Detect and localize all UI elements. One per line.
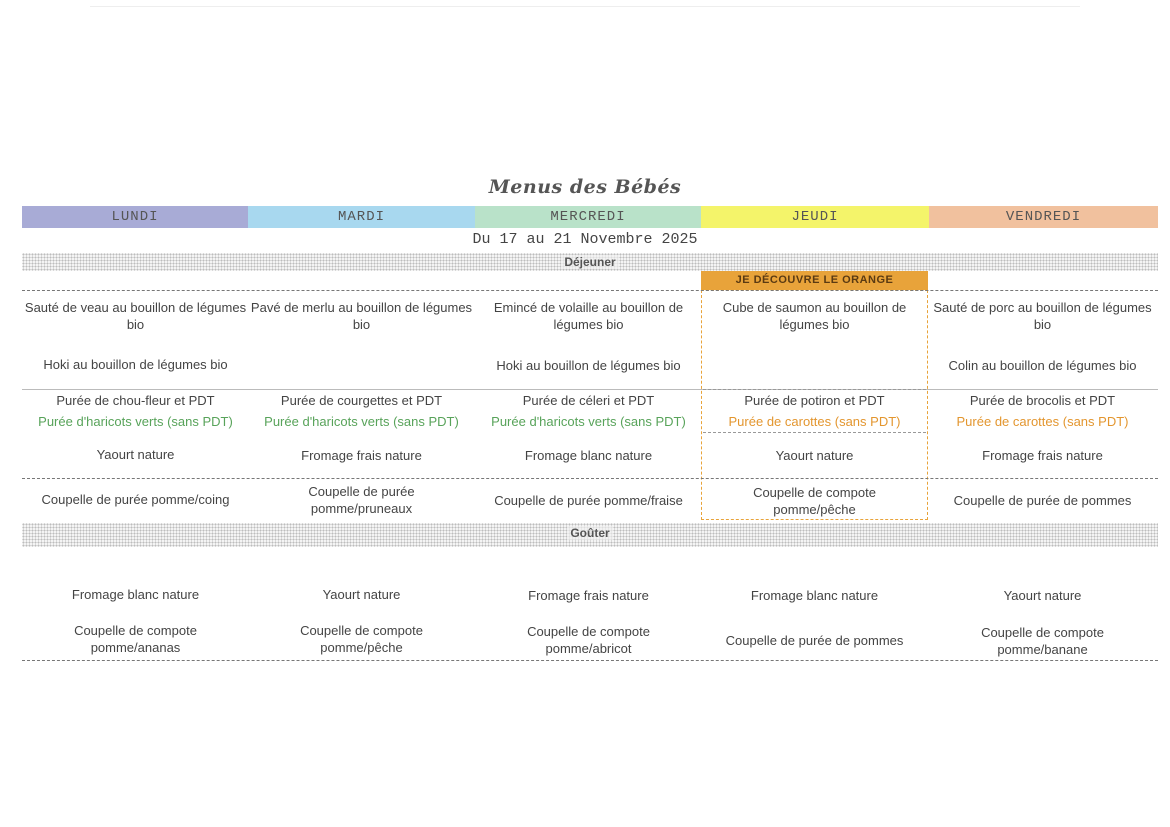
main-dish-lundi: Sauté de veau au bouillon de légumes bio bbox=[24, 300, 247, 332]
puree-alt-jeudi: Purée de carottes (sans PDT) bbox=[728, 414, 901, 429]
highlight-banner: JE DÉCOUVRE LE ORANGE bbox=[701, 271, 928, 290]
puree-alt-vendredi: Purée de carottes (sans PDT) bbox=[956, 414, 1129, 429]
main-dish-mardi: Pavé de merlu au bouillon de légumes bio bbox=[250, 300, 473, 332]
divider bbox=[703, 389, 926, 390]
section-label-gouter: Goûter bbox=[567, 526, 612, 540]
top-rule bbox=[90, 6, 1080, 7]
alt-dish-lundi: Hoki au bouillon de légumes bio bbox=[43, 357, 228, 372]
gouter-dessert-lundi: Coupelle de compote pomme/ananas bbox=[74, 623, 197, 655]
dairy-mercredi: Fromage blanc nature bbox=[524, 448, 653, 463]
gouter-dairy-mardi: Yaourt nature bbox=[322, 587, 401, 602]
gouter-dessert-vendredi: Coupelle de compote pomme/banane bbox=[981, 625, 1104, 657]
alt-dish-vendredi: Colin au bouillon de légumes bio bbox=[948, 358, 1137, 373]
puree-jeudi: Purée de potiron et PDT bbox=[744, 393, 885, 408]
day-header-lundi: LUNDI bbox=[22, 206, 248, 228]
dessert-mercredi: Coupelle de purée pomme/fraise bbox=[494, 493, 683, 508]
day-header-mardi: MARDI bbox=[248, 206, 475, 228]
puree-alt-mardi: Purée d'haricots verts (sans PDT) bbox=[264, 414, 459, 429]
main-dish-vendredi: Sauté de porc au bouillon de légumes bio bbox=[933, 300, 1152, 332]
puree-mardi: Purée de courgettes et PDT bbox=[280, 393, 443, 408]
main-dish-mercredi: Emincé de volaille au bouillon de légumes bio bbox=[493, 300, 684, 332]
section-label-dejeuner: Déjeuner bbox=[561, 255, 618, 269]
puree-alt-lundi: Purée d'haricots verts (sans PDT) bbox=[38, 414, 233, 429]
dessert-mardi: Coupelle de purée pomme/pruneaux bbox=[308, 484, 415, 516]
gouter-dessert-jeudi: Coupelle de purée de pommes bbox=[725, 633, 904, 648]
puree-lundi: Purée de chou-fleur et PDT bbox=[56, 393, 215, 408]
section-band-gouter bbox=[22, 523, 1158, 547]
divider bbox=[22, 660, 1158, 661]
divider bbox=[22, 290, 1158, 291]
puree-alt-mercredi: Purée d'haricots verts (sans PDT) bbox=[491, 414, 686, 429]
dessert-vendredi: Coupelle de purée de pommes bbox=[953, 493, 1132, 508]
section-band-dejeuner bbox=[22, 253, 1158, 271]
divider bbox=[22, 478, 1158, 479]
dairy-mardi: Fromage frais nature bbox=[301, 448, 422, 463]
gouter-dessert-mardi: Coupelle de compote pomme/pêche bbox=[300, 623, 423, 655]
puree-mercredi: Purée de céleri et PDT bbox=[522, 393, 655, 408]
gouter-dairy-lundi: Fromage blanc nature bbox=[71, 587, 200, 602]
dairy-jeudi: Yaourt nature bbox=[775, 448, 854, 463]
gouter-dairy-mercredi: Fromage frais nature bbox=[528, 588, 649, 603]
alt-dish-mercredi: Hoki au bouillon de légumes bio bbox=[496, 358, 681, 373]
divider bbox=[22, 389, 1158, 390]
day-header-mercredi: MERCREDI bbox=[475, 206, 701, 228]
page-title: Menus des Bébés bbox=[488, 176, 682, 198]
day-header-jeudi: JEUDI bbox=[701, 206, 929, 228]
gouter-dessert-mercredi: Coupelle de compote pomme/abricot bbox=[527, 624, 650, 656]
dairy-lundi: Yaourt nature bbox=[96, 447, 175, 462]
dairy-vendredi: Fromage frais nature bbox=[982, 448, 1103, 463]
main-dish-jeudi: Cube de saumon au bouillon de légumes bio bbox=[722, 300, 907, 332]
dessert-lundi: Coupelle de purée pomme/coing bbox=[41, 492, 230, 507]
dessert-jeudi: Coupelle de compote pomme/pêche bbox=[753, 485, 876, 517]
gouter-dairy-vendredi: Yaourt nature bbox=[1003, 588, 1082, 603]
day-header-vendredi: VENDREDI bbox=[929, 206, 1158, 228]
gouter-dairy-jeudi: Fromage blanc nature bbox=[750, 588, 879, 603]
divider bbox=[703, 432, 926, 433]
puree-vendredi: Purée de brocolis et PDT bbox=[969, 393, 1116, 408]
week-range: Du 17 au 21 Novembre 2025 bbox=[472, 231, 698, 248]
